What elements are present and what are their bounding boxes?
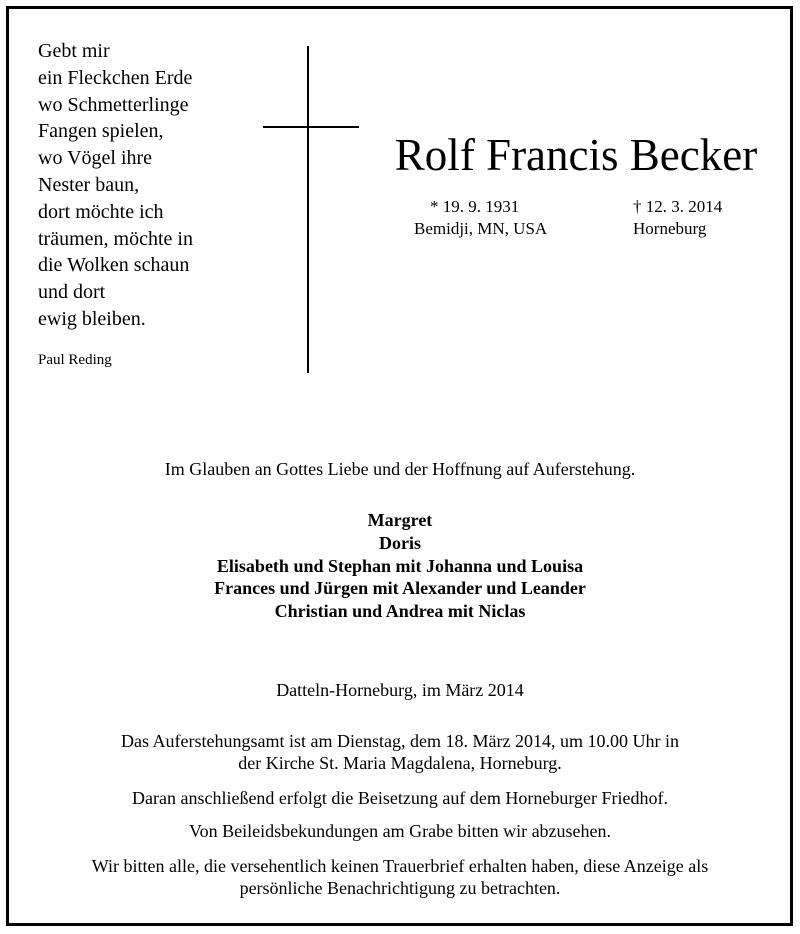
poem-line: ewig bleiben. <box>38 307 146 330</box>
poem-line: Gebt mir <box>38 40 110 62</box>
poem-line: ein Fleckchen Erde <box>38 66 193 89</box>
mourner: Frances und Jürgen mit Alexander und Leander <box>214 578 586 599</box>
poem-line: wo Vögel ihre <box>38 147 153 170</box>
letter-notice <box>0 855 800 899</box>
death-date: † 12. 3. 2014 <box>633 197 723 216</box>
place-date: Datteln-Horneburg, im März 2014 <box>276 680 524 700</box>
poem-line: und dort <box>38 281 106 304</box>
birth-info <box>414 196 547 240</box>
letter-line: persönliche Benachrichtigung zu betrachten. <box>239 878 561 898</box>
birth-place: Bemidji, MN, USA <box>414 219 548 238</box>
birth-date: * 19. 9. 1931 <box>430 197 520 216</box>
letter-line: Wir bitten alle, die versehentlich keinen Trauerbrief erhalten haben, diese Anzeige als <box>91 856 709 876</box>
poem-line: wo Schmetterlinge <box>38 93 189 116</box>
death-place: Horneburg <box>633 219 707 238</box>
cross-icon-crossbar <box>263 126 359 128</box>
mourners-list <box>0 509 800 623</box>
poem-line: die Wolken schaun <box>38 254 190 277</box>
death-info <box>633 196 722 240</box>
condolences-notice: Von Beileidsbekundungen am Grabe bitten wir abzusehen. <box>188 821 612 841</box>
poem <box>38 38 193 333</box>
poem-line: träumen, möchte in <box>38 227 193 250</box>
service-line: der Kirche St. Maria Magdalena, Horneburg. <box>238 753 562 773</box>
mourner: Christian und Andrea mit Niclas <box>274 601 526 622</box>
mourner: Doris <box>379 532 421 553</box>
service-notice <box>0 730 800 774</box>
deceased-name: Rolf Francis Becker <box>394 130 758 180</box>
burial-notice: Daran anschließend erfolgt die Beisetzung auf dem Horneburger Friedhof. <box>132 788 668 808</box>
mourner: Margret <box>367 510 433 530</box>
poem-line: Nester baun, <box>38 173 140 196</box>
faith-line: Im Glauben an Gottes Liebe und der Hoffnung auf Auferstehung. <box>164 459 636 479</box>
mourner: Elisabeth und Stephan mit Johanna und Louisa <box>216 555 584 576</box>
cross-icon <box>307 46 309 373</box>
service-line: Das Auferstehungsamt ist am Dienstag, dem 18. März 2014, um 10.00 Uhr in <box>121 731 679 751</box>
poem-line: dort möchte ich <box>38 200 164 223</box>
poem-author: Paul Reding <box>38 352 112 368</box>
poem-line: Fangen spielen, <box>38 120 164 143</box>
